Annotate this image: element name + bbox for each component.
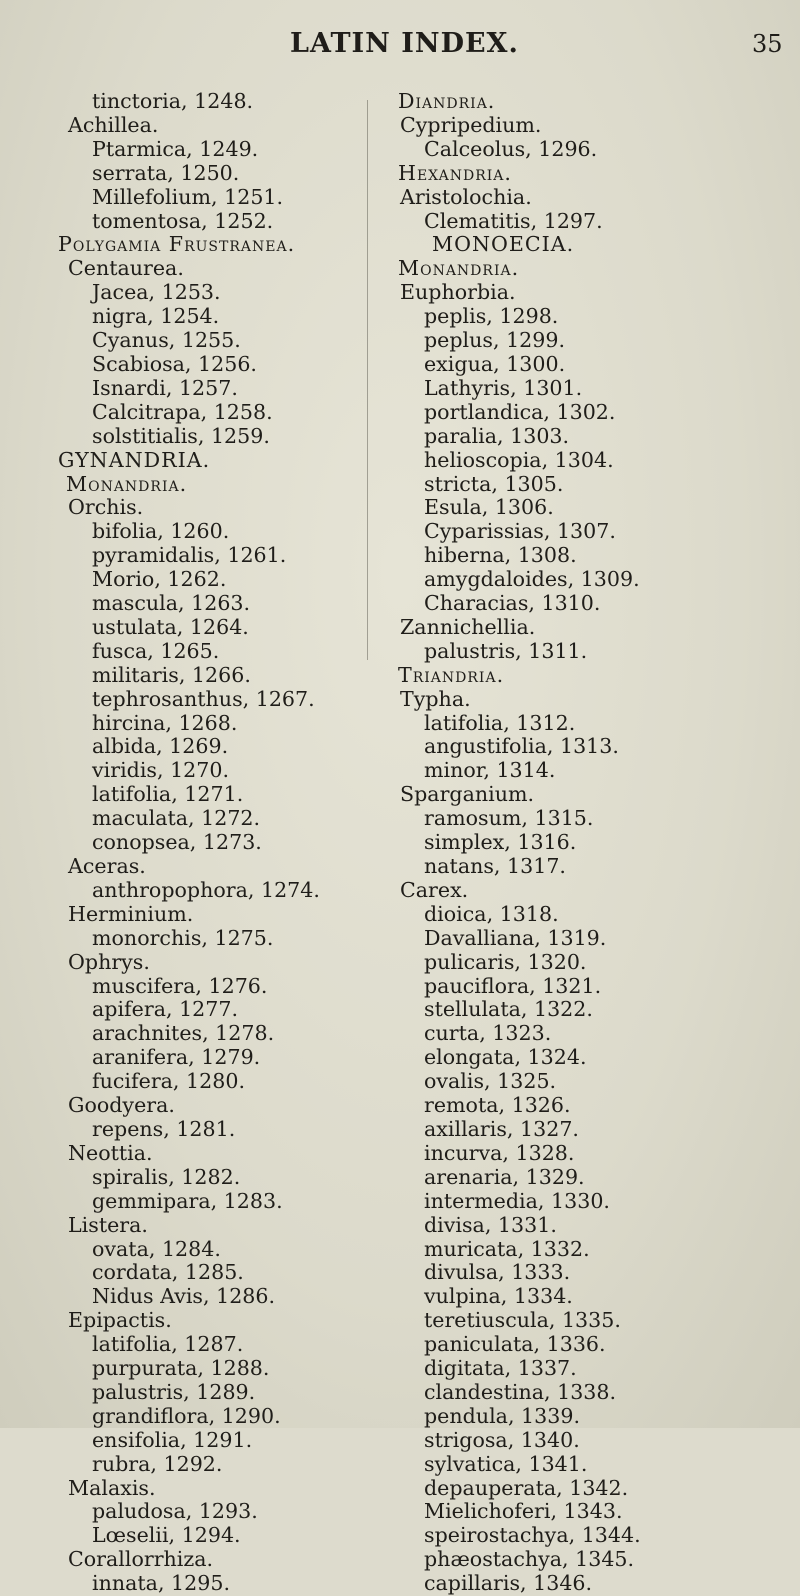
species-entry: maculata, 1272. [92,806,261,831]
species-entry: Davalliana, 1319. [424,925,607,950]
genus-heading: Typha. [400,686,471,711]
species-entry: latifolia, 1271. [92,782,244,807]
species-entry: gemmipara, 1283. [92,1188,283,1213]
species-entry: curta, 1323. [424,1021,552,1046]
species-entry: Esula, 1306. [424,495,554,520]
species-entry: ensifolia, 1291. [92,1427,253,1452]
genus-heading: Zannichellia. [400,614,536,639]
species-entry: aranifera, 1279. [92,1045,261,1070]
genus-heading: Orchis. [68,495,144,520]
column-divider [367,100,368,660]
species-entry: hircina, 1268. [92,710,238,735]
species-entry: spiralis, 1282. [92,1164,241,1189]
species-entry: albida, 1269. [92,734,229,759]
species-entry: arachnites, 1278. [92,1021,275,1046]
species-entry: apifera, 1277. [92,997,239,1022]
species-entry: stellulata, 1322. [424,997,593,1022]
order-heading: Diandria. [398,89,496,113]
species-entry: teretiuscula, 1335. [424,1308,621,1333]
species-entry: Isnardi, 1257. [92,375,238,400]
species-entry: Lathyris, 1301. [424,375,583,400]
species-entry: vulpina, 1334. [424,1284,573,1309]
order-heading: Triandria. [398,662,505,687]
species-entry: muscifera, 1276. [92,973,268,998]
species-entry: rubra, 1292. [92,1451,223,1476]
species-entry: pyramidalis, 1261. [92,543,287,568]
species-entry: tephrosanthus, 1267. [92,686,315,711]
species-entry: palustris, 1289. [92,1379,256,1404]
species-entry: intermedia, 1330. [424,1188,610,1213]
genus-heading: Goodyera. [68,1093,175,1118]
species-entry: speirostachya, 1344. [424,1523,641,1548]
species-entry: Mielichoferi, 1343. [424,1499,623,1524]
genus-heading: Herminium. [68,901,194,926]
species-entry: tomentosa, 1252. [92,208,274,233]
species-entry: Calcitrapa, 1258. [92,399,273,424]
species-entry: simplex, 1316. [424,830,577,855]
species-entry: portlandica, 1302. [424,399,616,424]
species-entry: tinctoria, 1248. [92,89,254,113]
species-entry: clandestina, 1338. [424,1379,617,1404]
species-entry: solstitialis, 1259. [92,423,270,448]
genus-heading: Epipactis. [68,1308,172,1333]
species-entry: Cyanus, 1255. [92,328,241,353]
genus-heading: Achillea. [68,112,159,137]
genus-heading: Aristolochia. [400,184,532,209]
page-number: 35 [752,30,783,58]
species-entry: grandiflora, 1290. [92,1403,281,1428]
species-entry: ovata, 1284. [92,1236,221,1261]
order-heading: Polygamia Frustranea. [58,232,296,257]
page-title: LATIN INDEX. [290,28,519,59]
species-entry: hiberna, 1308. [424,543,577,568]
species-entry: palustris, 1311. [424,638,588,663]
species-entry: repens, 1281. [92,1116,236,1141]
species-entry: fucifera, 1280. [92,1069,245,1094]
species-entry: pulicaris, 1320. [424,949,587,974]
order-heading: Hexandria. [398,160,512,185]
species-entry: Nidus Avis, 1286. [92,1284,276,1309]
species-entry: incurva, 1328. [424,1140,575,1165]
left-index-column [58,90,358,1596]
class-heading: MONOECIA. [432,232,575,257]
species-entry: peplis, 1298. [424,304,559,329]
species-entry: Cyparissias, 1307. [424,519,616,544]
genus-heading: Aceras. [68,854,146,878]
genus-heading: Malaxis. [68,1475,156,1500]
species-entry: Scabiosa, 1256. [92,351,257,376]
species-entry: depauperata, 1342. [424,1475,629,1500]
species-entry: amygdaloides, 1309. [424,567,640,592]
species-entry: digitata, 1337. [424,1356,577,1381]
species-entry: peplus, 1299. [424,328,566,353]
order-heading: Monandria. [398,256,520,281]
species-entry: Calceolus, 1296. [424,136,598,161]
species-entry: helioscopia, 1304. [424,447,614,472]
genus-heading: Listera. [68,1212,148,1237]
genus-heading: Corallorrhiza. [68,1547,214,1572]
genus-heading: Ophrys. [68,949,150,974]
right-index-column [390,90,770,1596]
genus-heading: Carex. [400,877,469,902]
species-entry: paniculata, 1336. [424,1332,606,1357]
species-entry: paralia, 1303. [424,423,570,448]
genus-heading: Cypripedium. [400,112,542,137]
species-entry: sylvatica, 1341. [424,1451,588,1476]
species-entry: stricta, 1305. [424,471,564,496]
species-entry: nigra, 1254. [92,304,220,329]
species-entry: divulsa, 1333. [424,1260,571,1285]
species-entry: axillaris, 1327. [424,1116,579,1141]
species-entry: Ptarmica, 1249. [92,136,259,161]
species-entry: latifolia, 1287. [92,1332,244,1357]
species-entry: muricata, 1332. [424,1236,590,1261]
species-entry: arenaria, 1329. [424,1164,585,1189]
species-entry: Morio, 1262. [92,567,227,592]
species-entry: anthropophora, 1274. [92,877,320,902]
species-entry: strigosa, 1340. [424,1427,580,1452]
species-entry: angustifolia, 1313. [424,734,619,759]
species-entry: cordata, 1285. [92,1260,244,1285]
species-entry: purpurata, 1288. [92,1356,270,1381]
species-entry: divisa, 1331. [424,1212,557,1237]
genus-heading: Euphorbia. [400,280,516,305]
species-entry: paludosa, 1293. [92,1499,258,1524]
species-entry: ramosum, 1315. [424,806,594,831]
species-entry: natans, 1317. [424,854,566,878]
species-entry: fusca, 1265. [92,638,220,663]
species-entry: Characias, 1310. [424,591,601,616]
species-entry: innata, 1295. [92,1571,230,1596]
species-entry: bifolia, 1260. [92,519,230,544]
species-entry: viridis, 1270. [92,758,230,783]
genus-heading: Sparganium. [400,782,535,807]
genus-heading: Neottia. [68,1140,153,1165]
species-entry: minor, 1314. [424,758,556,783]
species-entry: capillaris, 1346. [424,1571,593,1596]
species-entry: serrata, 1250. [92,160,240,185]
species-entry: latifolia, 1312. [424,710,576,735]
species-entry: phæostachya, 1345. [424,1547,635,1572]
species-entry: exigua, 1300. [424,351,566,376]
species-entry: ustulata, 1264. [92,614,249,639]
species-entry: dioica, 1318. [424,901,559,926]
species-entry: conopsea, 1273. [92,830,262,855]
species-entry: militaris, 1266. [92,662,251,687]
class-heading: GYNANDRIA. [58,447,211,472]
genus-heading: Centaurea. [68,256,184,281]
species-entry: elongata, 1324. [424,1045,587,1070]
species-entry: ovalis, 1325. [424,1069,557,1094]
species-entry: Clematitis, 1297. [424,208,603,233]
species-entry: Millefolium, 1251. [92,184,284,209]
species-entry: remota, 1326. [424,1093,571,1118]
order-heading: Monandria. [66,471,188,496]
species-entry: mascula, 1263. [92,591,251,616]
species-entry: Lœselii, 1294. [92,1523,241,1548]
species-entry: Jacea, 1253. [92,280,221,305]
species-entry: pendula, 1339. [424,1403,580,1428]
species-entry: monorchis, 1275. [92,925,274,950]
species-entry: pauciflora, 1321. [424,973,602,998]
